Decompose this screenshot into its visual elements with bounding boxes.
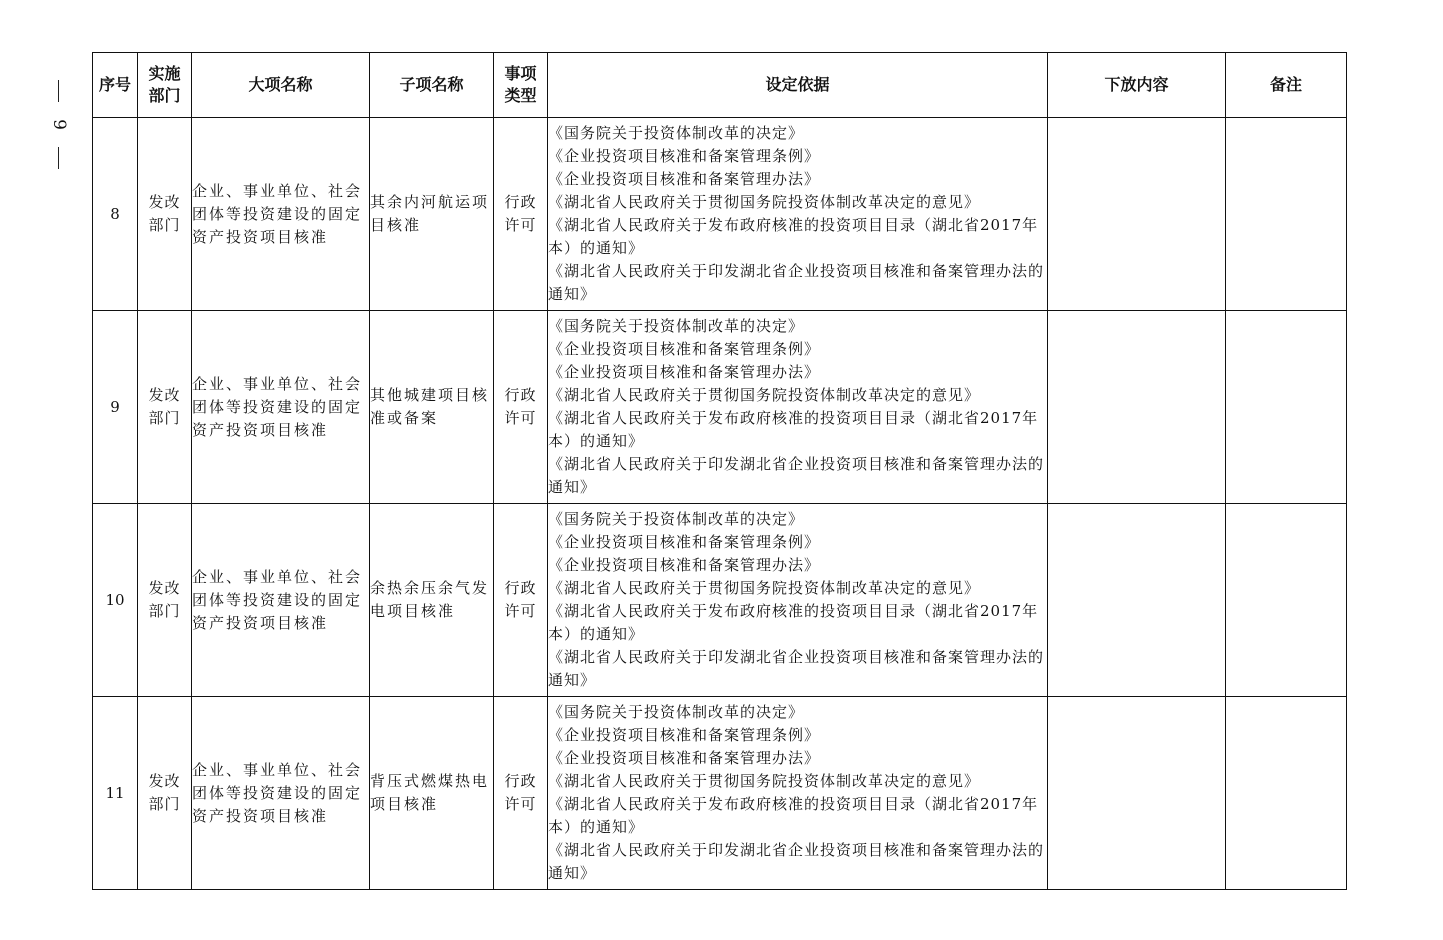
cell-basis [548, 118, 1048, 311]
header-type-text: 事项类型 [504, 64, 537, 105]
basis-line: 《湖北省人民政府关于发布政府核准的投资项目目录（湖北省2017年本）的通知》 [548, 216, 1039, 257]
header-type [494, 53, 548, 118]
cell-dept [138, 504, 192, 697]
cell-basis [548, 311, 1048, 504]
cell-dept [138, 697, 192, 890]
cell-dept-text: 发改部门 [148, 386, 181, 427]
header-sub: 子项名称 [370, 53, 494, 118]
basis-line: 《企业投资项目核准和备案管理办法》 [548, 749, 821, 767]
cell-sub: 余热余压余气发电项目核准 [370, 504, 494, 697]
basis-line: 《湖北省人民政府关于贯彻国务院投资体制改革决定的意见》 [548, 579, 981, 597]
header-dept-text: 实施部门 [148, 64, 181, 105]
cell-dept [138, 118, 192, 311]
cell-seq: 10 [93, 504, 138, 697]
header-remark: 备注 [1226, 53, 1347, 118]
cell-major: 企业、事业单位、社会团体等投资建设的固定资产投资项目核准 [192, 504, 370, 697]
basis-line: 《国务院关于投资体制改革的决定》 [548, 124, 805, 142]
cell-remark [1226, 504, 1347, 697]
header-delegated: 下放内容 [1048, 53, 1226, 118]
cell-type [494, 504, 548, 697]
basis-line: 《企业投资项目核准和备案管理办法》 [548, 170, 821, 188]
basis-line: 《企业投资项目核准和备案管理条例》 [548, 340, 821, 358]
basis-line: 《企业投资项目核准和备案管理办法》 [548, 556, 821, 574]
delegation-table [92, 52, 1347, 890]
cell-dept [138, 311, 192, 504]
cell-dept-text: 发改部门 [148, 579, 181, 620]
cell-seq: 11 [93, 697, 138, 890]
cell-type-text: 行政许可 [504, 193, 537, 234]
basis-line: 《湖北省人民政府关于贯彻国务院投资体制改革决定的意见》 [548, 193, 981, 211]
cell-delegated [1048, 311, 1226, 504]
cell-type-text: 行政许可 [504, 386, 537, 427]
cell-type [494, 311, 548, 504]
basis-line: 《湖北省人民政府关于发布政府核准的投资项目目录（湖北省2017年本）的通知》 [548, 409, 1039, 450]
page-number [46, 80, 70, 192]
header-basis: 设定依据 [548, 53, 1048, 118]
basis-line: 《国务院关于投资体制改革的决定》 [548, 317, 805, 335]
cell-type [494, 118, 548, 311]
cell-basis [548, 697, 1048, 890]
table-row [93, 697, 1347, 890]
cell-seq: 9 [93, 311, 138, 504]
page-number-value: 9 [48, 119, 69, 130]
basis-line: 《湖北省人民政府关于贯彻国务院投资体制改革决定的意见》 [548, 386, 981, 404]
cell-delegated [1048, 504, 1226, 697]
basis-line: 《国务院关于投资体制改革的决定》 [548, 703, 805, 721]
cell-major: 企业、事业单位、社会团体等投资建设的固定资产投资项目核准 [192, 311, 370, 504]
page-number-dash-bottom [58, 147, 59, 169]
cell-seq: 8 [93, 118, 138, 311]
cell-major: 企业、事业单位、社会团体等投资建设的固定资产投资项目核准 [192, 118, 370, 311]
table-row [93, 311, 1347, 504]
cell-delegated [1048, 697, 1226, 890]
cell-delegated [1048, 118, 1226, 311]
basis-line: 《企业投资项目核准和备案管理条例》 [548, 533, 821, 551]
header-major: 大项名称 [192, 53, 370, 118]
cell-remark [1226, 697, 1347, 890]
cell-remark [1226, 311, 1347, 504]
basis-line: 《湖北省人民政府关于印发湖北省企业投资项目核准和备案管理办法的通知》 [548, 648, 1045, 689]
cell-type-text: 行政许可 [504, 579, 537, 620]
cell-dept-text: 发改部门 [148, 772, 181, 813]
header-dept [138, 53, 192, 118]
cell-sub: 其他城建项目核准或备案 [370, 311, 494, 504]
table-row [93, 504, 1347, 697]
basis-line: 《湖北省人民政府关于贯彻国务院投资体制改革决定的意见》 [548, 772, 981, 790]
cell-major: 企业、事业单位、社会团体等投资建设的固定资产投资项目核准 [192, 697, 370, 890]
basis-line: 《企业投资项目核准和备案管理条例》 [548, 147, 821, 165]
basis-line: 《湖北省人民政府关于印发湖北省企业投资项目核准和备案管理办法的通知》 [548, 455, 1045, 496]
cell-type [494, 697, 548, 890]
basis-line: 《湖北省人民政府关于印发湖北省企业投资项目核准和备案管理办法的通知》 [548, 262, 1045, 303]
header-row [93, 53, 1347, 118]
table-body [93, 118, 1347, 890]
basis-line: 《企业投资项目核准和备案管理条例》 [548, 726, 821, 744]
page-number-dash-top [58, 80, 59, 102]
basis-line: 《湖北省人民政府关于印发湖北省企业投资项目核准和备案管理办法的通知》 [548, 841, 1045, 882]
cell-remark [1226, 118, 1347, 311]
basis-line: 《企业投资项目核准和备案管理办法》 [548, 363, 821, 381]
header-seq: 序号 [93, 53, 138, 118]
cell-basis [548, 504, 1048, 697]
basis-line: 《湖北省人民政府关于发布政府核准的投资项目目录（湖北省2017年本）的通知》 [548, 602, 1039, 643]
cell-dept-text: 发改部门 [148, 193, 181, 234]
cell-sub: 其余内河航运项目核准 [370, 118, 494, 311]
table-row [93, 118, 1347, 311]
cell-sub: 背压式燃煤热电项目核准 [370, 697, 494, 890]
basis-line: 《湖北省人民政府关于发布政府核准的投资项目目录（湖北省2017年本）的通知》 [548, 795, 1039, 836]
cell-type-text: 行政许可 [504, 772, 537, 813]
basis-line: 《国务院关于投资体制改革的决定》 [548, 510, 805, 528]
